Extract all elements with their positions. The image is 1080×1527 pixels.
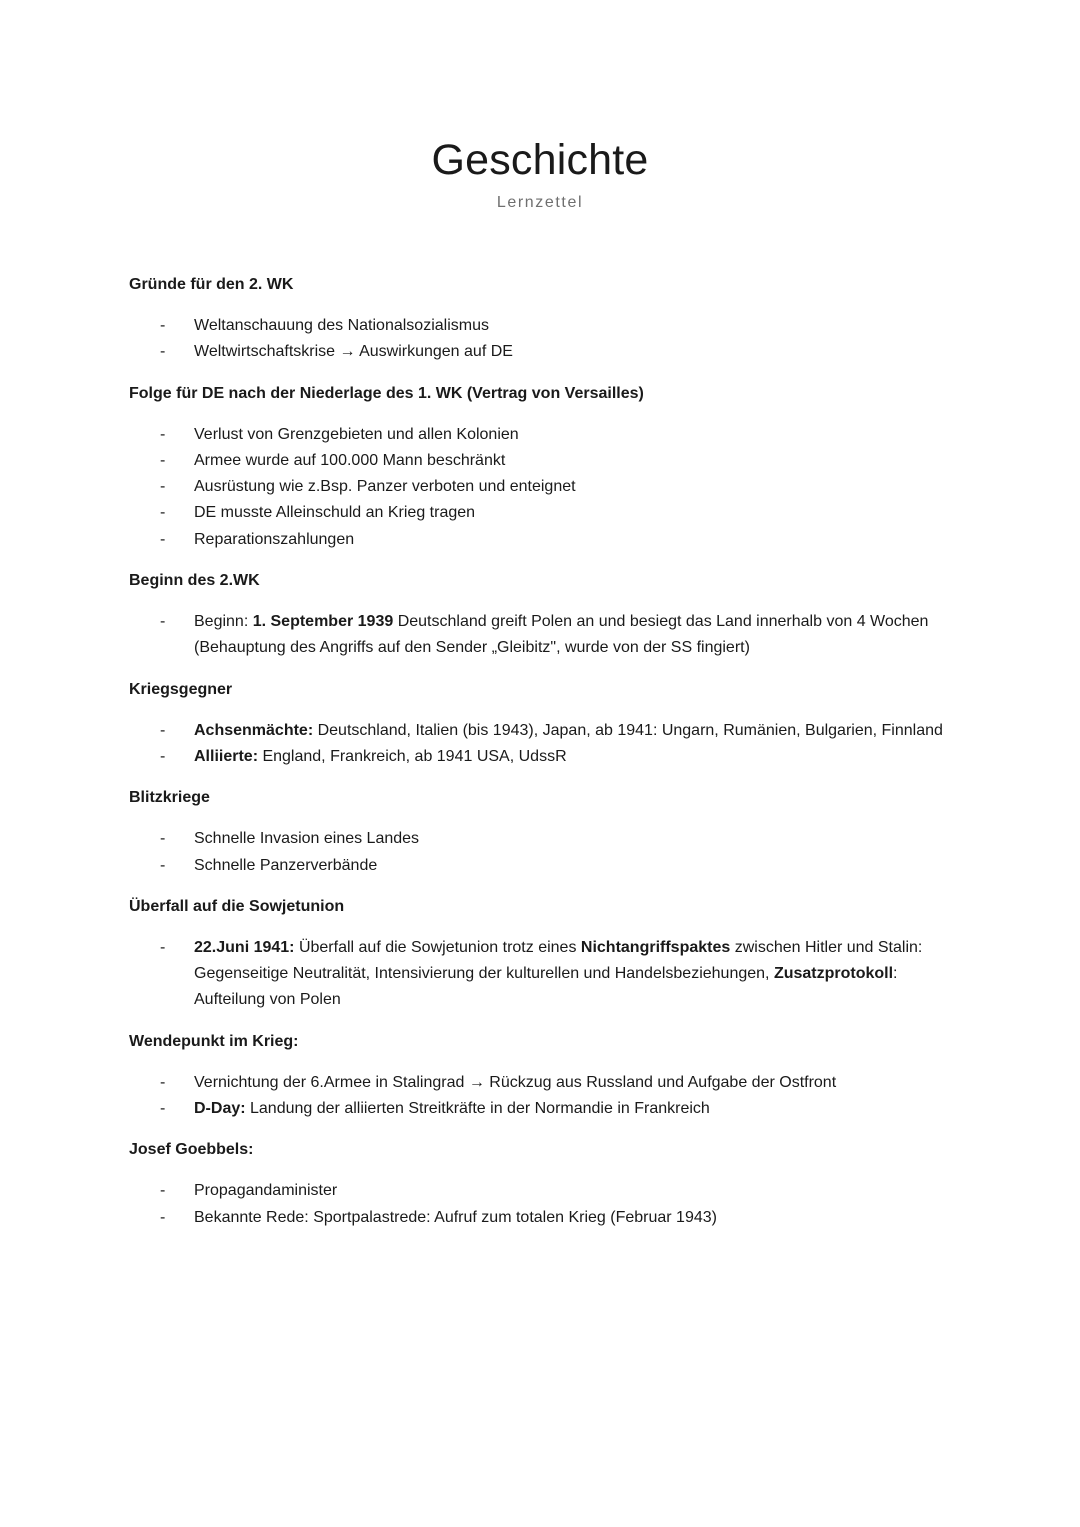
section-heading: Folge für DE nach der Niederlage des 1. WK (Vertrag von Versailles): [129, 384, 644, 402]
bullet-list: [129, 422, 959, 553]
list-item: [129, 339, 959, 365]
bullet-list: [129, 1070, 959, 1123]
list-item: [129, 313, 959, 339]
text-run: Weltanschauung des Nationalsozialismus: [194, 317, 489, 334]
bullet-list: [129, 935, 959, 1014]
section-heading: Gründe für den 2. WK: [129, 276, 294, 293]
text-run: Deutschland greift Polen an und besiegt das Land innerhalb von 4 Wochen (Behauptung des Angriffs auf den Sender „Gleibitz", wurde von der SS fingiert): [194, 613, 929, 657]
text-run: : Aufteilung von Polen: [194, 965, 898, 1009]
list-item: [129, 1070, 959, 1096]
dash-bullet-icon: -: [160, 1100, 166, 1118]
dash-bullet-icon: -: [160, 317, 166, 334]
dash-bullet-icon: -: [160, 830, 166, 848]
list-item: [129, 422, 959, 448]
text-run: zwischen Hitler und Stalin: Gegenseitige Neutralität, Intensivierung der kulturellen und Handelsbeziehungen,: [194, 938, 923, 983]
bullet-list: [129, 609, 959, 662]
section-heading: Beginn des 2.WK: [129, 572, 260, 590]
bold-text: Zusatzprotokoll: [773, 965, 894, 983]
text-run: Weltwirtschaftskrise → Auswirkungen auf DE: [194, 343, 513, 361]
list-item: [129, 448, 959, 474]
text-run: Vernichtung der 6.Armee in Stalingrad → Rückzug aus Russland und Aufgabe der Ostfront: [194, 1073, 837, 1091]
text-run: Beginn:: [194, 613, 253, 631]
list-item: [129, 853, 959, 879]
bullet-list: [129, 1178, 959, 1231]
text-run: Armee wurde auf 100.000 Mann beschränkt: [194, 451, 506, 469]
list-item: [129, 718, 959, 744]
dash-bullet-icon: -: [160, 1182, 166, 1200]
list-item: [129, 826, 959, 852]
bold-text: 22.Juni 1941:: [194, 938, 295, 956]
text-run: Verlust von Grenzgebieten und allen Kolonien: [194, 425, 519, 443]
page-title: Geschichte: [431, 136, 649, 184]
page-subtitle: Lernzettel: [496, 194, 584, 211]
dash-bullet-icon: -: [160, 530, 166, 548]
text-run: Schnelle Panzerverbände: [194, 856, 378, 874]
dash-bullet-icon: -: [160, 721, 166, 739]
text-run: Bekannte Rede: Sportpalastrede: Aufruf zum totalen Krieg (Februar 1943): [194, 1208, 717, 1226]
dash-bullet-icon: -: [160, 747, 166, 765]
dash-bullet-icon: -: [160, 504, 166, 522]
dash-bullet-icon: -: [160, 451, 166, 469]
bold-text: D-Day:: [194, 1100, 246, 1118]
bold-text: Achsenmächte:: [194, 721, 314, 739]
text-run: England, Frankreich, ab 1941 USA, UdssR: [258, 747, 567, 765]
section-heading: Kriegsgegner: [129, 680, 233, 698]
bullet-list: [129, 826, 959, 879]
dash-bullet-icon: -: [160, 425, 166, 443]
section-heading: Blitzkriege: [129, 789, 210, 807]
bold-text: 1. September 1939: [252, 613, 394, 631]
text-run: Schnelle Invasion eines Landes: [194, 830, 420, 848]
dash-bullet-icon: -: [160, 938, 166, 956]
list-item: [129, 1096, 959, 1122]
list-item: [129, 474, 959, 500]
list-item: [129, 527, 959, 553]
text-run: DE musste Alleinschuld an Krieg tragen: [194, 504, 476, 522]
text-run: Propagandaminister: [194, 1182, 338, 1200]
section-heading: Wendepunkt im Krieg:: [129, 1032, 299, 1050]
list-item: [129, 1205, 959, 1231]
dash-bullet-icon: -: [160, 613, 166, 631]
dash-bullet-icon: -: [160, 1208, 166, 1226]
text-run: Überfall auf die Sowjetunion trotz eines: [294, 938, 581, 956]
text-run: Deutschland, Italien (bis 1943), Japan, ab 1941: Ungarn, Rumänien, Bulgarien, Finnland: [313, 721, 943, 739]
list-item: [129, 500, 959, 526]
section-heading: Überfall auf die Sowjetunion: [129, 897, 345, 915]
bullet-list: [129, 313, 959, 366]
list-item: [129, 935, 959, 1014]
list-item: [129, 609, 959, 662]
list-item: [129, 1178, 959, 1204]
text-run: Landung der alliierten Streitkräfte in der Normandie in Frankreich: [245, 1100, 710, 1118]
dash-bullet-icon: -: [160, 1073, 166, 1091]
bold-text: Nichtangriffspaktes: [580, 938, 731, 956]
dash-bullet-icon: -: [160, 343, 166, 361]
bold-text: Alliierte:: [194, 747, 259, 765]
document-body: [129, 272, 959, 1246]
dash-bullet-icon: -: [160, 478, 166, 496]
text-run: Reparationszahlungen: [194, 530, 355, 548]
list-item: [129, 744, 959, 770]
section-heading: Josef Goebbels:: [129, 1141, 254, 1159]
bullet-list: [129, 718, 959, 771]
text-run: Ausrüstung wie z.Bsp. Panzer verboten und enteignet: [194, 478, 576, 496]
dash-bullet-icon: -: [160, 856, 166, 874]
